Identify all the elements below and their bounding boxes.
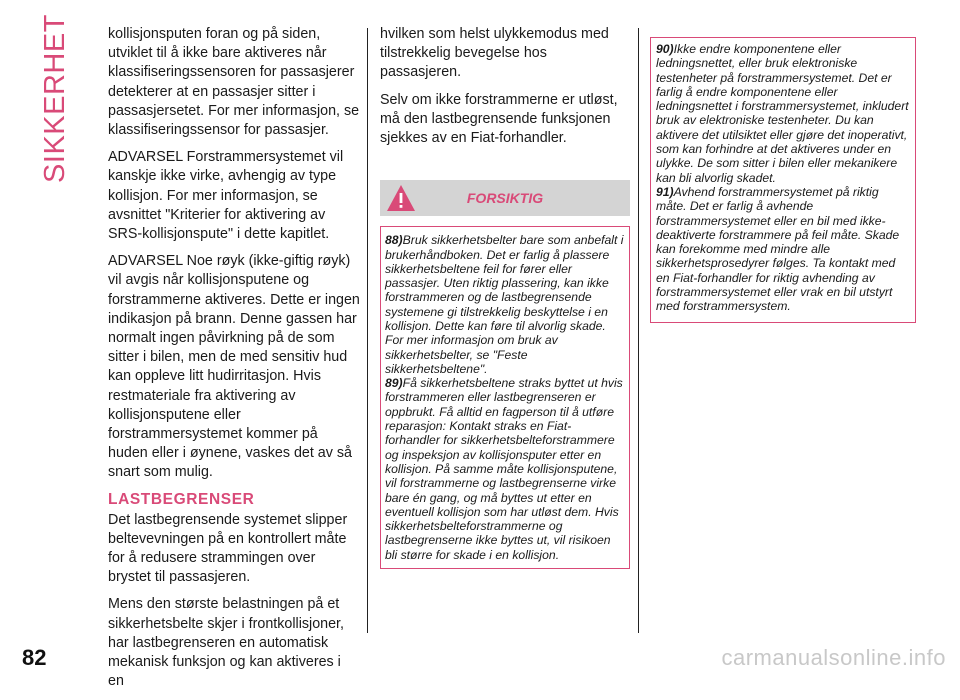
column-left xyxy=(108,25,360,700)
paragraph: ADVARSEL Noe røyk (ikke-giftig røyk) vil avgis når kollisjonsputene og forstrammerne aktiveres. Dette er ingen indikasjon på brann. Denne gassen har normalt ingen påvirkning på de som sitter i bilen, men de med sensitiv hud kan oppleve litt hudirritasjon. Hvis restmateriale fra aktivering av kollisjonsputene eller forstrammersystemet kommer på huden eller i øynene, vaskes det av så snart som mulig. xyxy=(108,253,360,481)
page-number: 82 xyxy=(22,645,47,670)
note-number: 89) xyxy=(385,376,403,391)
note-number: 90) xyxy=(656,42,674,56)
paragraph: hvilken som helst ulykkemodus med tilstrekkelig bevegelse hos passasjeren. xyxy=(380,26,609,81)
column-middle xyxy=(380,25,630,569)
paragraph: kollisjonsputen foran og på siden, utviklet til å ikke bare aktiveres når klassifiseringssensoren for passasjerer detekterer at en passasjer sitter i passasjersetet. For mer informasjon, se klassifiseringssensor for passasjer. xyxy=(108,26,360,139)
section-side-title-text: SIKKERHET xyxy=(38,13,71,183)
caution-note xyxy=(656,42,910,185)
note-number: 91) xyxy=(656,184,674,199)
paragraph: Det lastbegrensende systemet slipper beltevevningen på en kontrollert måte for å redusere strammingen over brystet til passasjeren. xyxy=(108,511,348,586)
caution-note xyxy=(385,233,625,376)
caution-header xyxy=(380,180,630,216)
paragraph: Mens den største belastningen på et sikkerhetsbelte skjer i frontkollisjoner, har lastbegrenseren en automatisk mekanisk funksjon og kan aktiveres i en xyxy=(108,596,344,690)
caution-box-right xyxy=(650,37,916,323)
column-divider xyxy=(638,28,639,633)
caution-note xyxy=(656,185,910,314)
section-side-title xyxy=(28,13,82,183)
watermark: carmanualsonline.info xyxy=(721,645,946,670)
caution-note xyxy=(385,376,625,562)
caution-title: FORSIKTIG xyxy=(466,190,544,207)
caution-box xyxy=(380,226,630,569)
note-text: Ikke endre komponentene eller ledningsnettet, eller bruk elektroniske testenheter på forstrammersystemet. Det er farlig å endre komponentene eller ledningsnettet i forstrammersystemet, inkludert bruk av elektroniske testenheter. Du kan aktivere det utilsiktet eller gjøre det inoperativt, som kan forhindre at det aktiveres under en ulykke. De som sitter i bilen eller mekanikere kan bli alvorlig skadet. xyxy=(656,42,909,185)
note-text: Få sikkerhetsbeltene straks byttet ut hvis forstrammeren eller lastbegrenseren er oppbrukt. Få alltid en fagperson til å utføre reparasjon: Kontakt straks en Fiat-forhandler for sikkerhetsbelteforstrammere og inspeksjon av kollisjonsputer etter en kollisjon. På samme måte kollisjonsputene, vil forstrammerne og lastbegrenserne virke bare én gang, og må byttes ut etter en eventuell kollisjon som har utløst dem. Hvis sikkerhetsbelteforstrammerne og lastbegrenserne ikke byttes ut, vil risikoen bli større for skade i en kollisjon. xyxy=(385,376,623,562)
note-number: 88) xyxy=(385,233,403,248)
paragraph: Selv om ikke forstrammerne er utløst, må den lastbegrensende funksjonen sjekkes av en Fiat-forhandler. xyxy=(380,91,618,147)
paragraph: ADVARSEL Forstrammersystemet vil kanskje ikke virke, avhengig av type kollisjon. For mer informasjon, se avsnittet "Kriterier for aktivering av SRS-kollisjonspute" i dette kapitlet. xyxy=(108,149,344,243)
column-divider xyxy=(367,28,368,633)
note-text: Bruk sikkerhetsbelter bare som anbefalt i brukerhåndboken. Det er farlig å plassere sikkerhetsbeltene feil for fører eller passasjer. Uten riktig plassering, kan ikke forstrammeren og de lastbegrensende systemene gi tilstrekkelig beskyttelse i en kollisjon. Dette kan føre til alvorlig skade. For mer informasjon om bruk av sikkerhetsbelter, se "Feste sikkerhetsbeltene". xyxy=(385,233,624,376)
note-text: Avhend forstrammersystemet på riktig måte. Det er farlig å avhende forstrammersystemet eller en bil med ikke-deaktiverte forstrammere på feil måte. Skade kan forekomme med mindre alle sikkerhetsprosedyrer følges. Ta kontakt med en Fiat-forhandler for riktig avhending av forstrammersystemet eller vrak en bil utstyrt med forstrammersystem. xyxy=(656,184,900,314)
section-heading-lastbegrenser: LASTBEGRENSER xyxy=(108,490,255,508)
